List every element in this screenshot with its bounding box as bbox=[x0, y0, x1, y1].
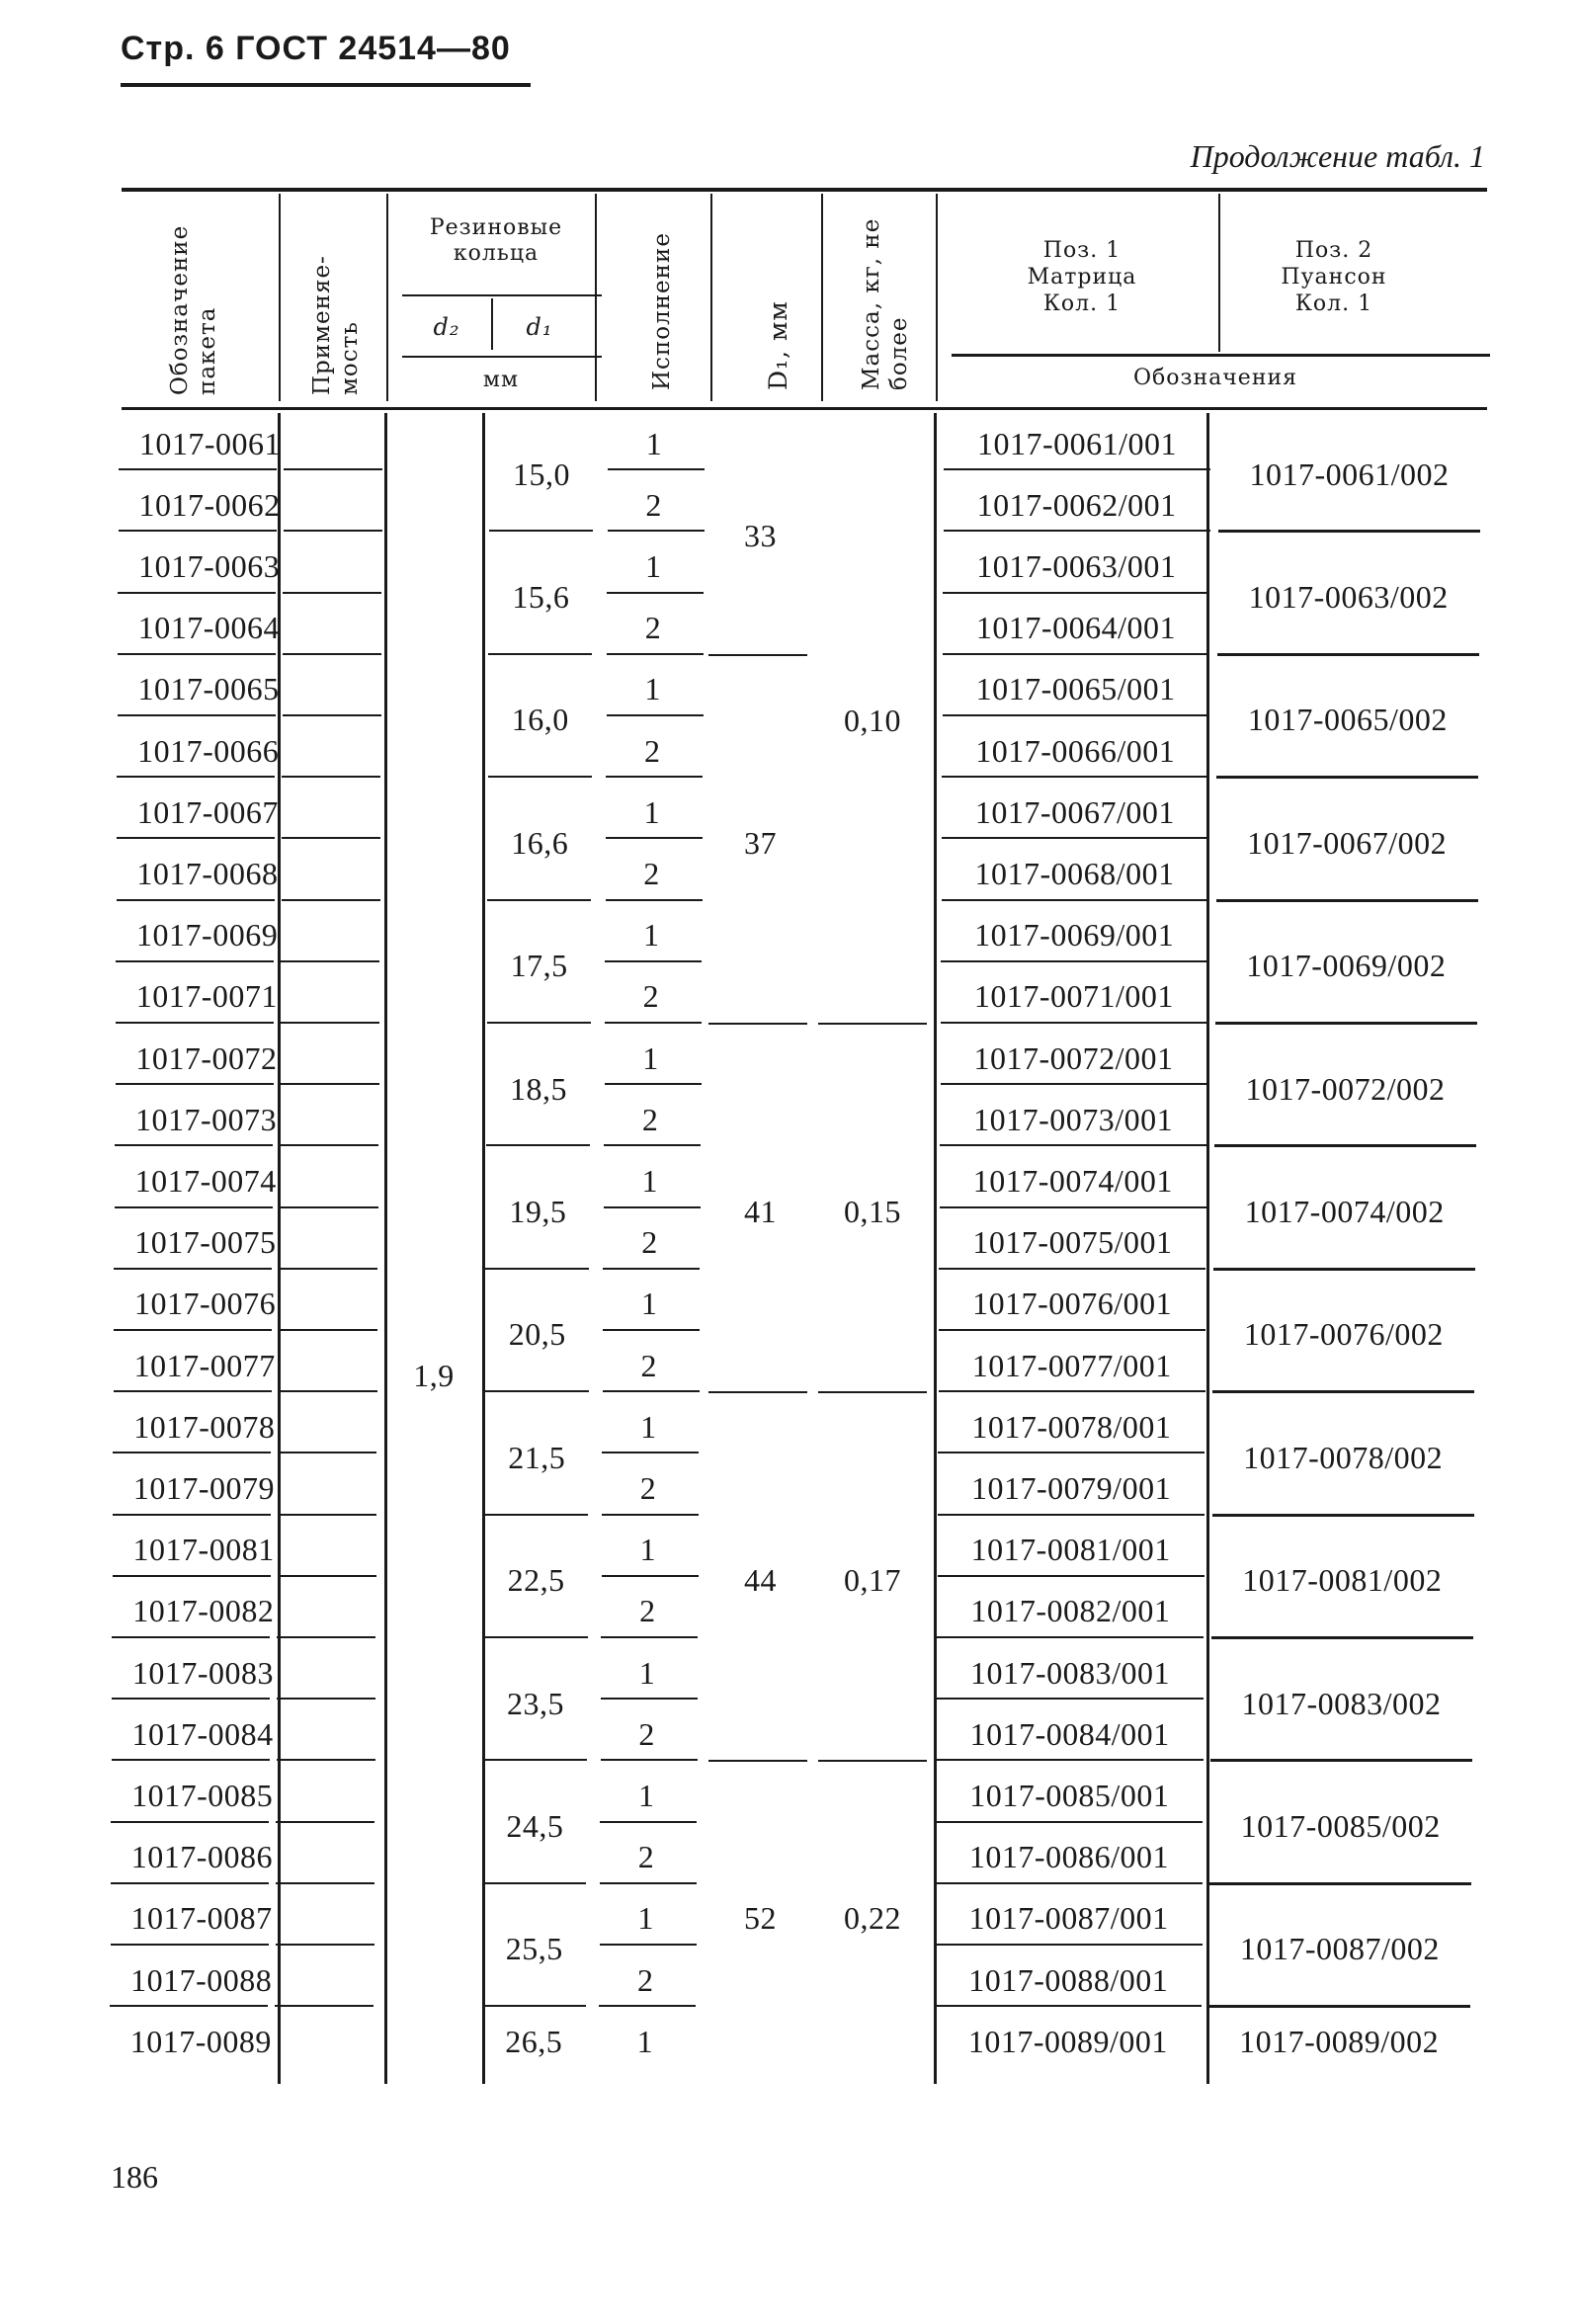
matrix-row-rule bbox=[941, 1022, 1207, 1024]
applicability-row-rule bbox=[277, 1698, 375, 1700]
designation-cell: 1017-0078 bbox=[133, 1408, 276, 1445]
version-row-rule bbox=[600, 1944, 697, 1946]
matrix-row-rule bbox=[942, 776, 1208, 778]
version-cell: 2 bbox=[642, 978, 660, 1015]
matrix-row-rule bbox=[936, 1821, 1203, 1823]
d1-cell: 18,5 bbox=[510, 1070, 567, 1107]
applicability-row-rule bbox=[276, 1944, 374, 1946]
matrix-cell: 1017-0088/001 bbox=[968, 1961, 1169, 1998]
version-row-rule bbox=[603, 1329, 700, 1331]
d1-group-rule bbox=[482, 1882, 586, 1884]
applicability-row-rule bbox=[276, 1821, 374, 1823]
mass-cell: 0,22 bbox=[844, 1900, 901, 1937]
matrix-cell: 1017-0071/001 bbox=[973, 978, 1174, 1015]
applicability-row-rule bbox=[279, 1268, 377, 1270]
applicability-row-rule bbox=[276, 1882, 374, 1884]
d1-group-rule bbox=[485, 1390, 589, 1392]
matrix-cell: 1017-0061/001 bbox=[976, 425, 1178, 461]
designation-row-rule bbox=[115, 1206, 273, 1208]
matrix-row-rule bbox=[938, 1452, 1205, 1453]
applicability-row-rule bbox=[284, 530, 382, 532]
applicability-row-rule bbox=[281, 960, 379, 962]
designation-cell: 1017-0087 bbox=[130, 1900, 273, 1937]
version-cell: 1 bbox=[640, 1286, 658, 1322]
d1-cell: 25,5 bbox=[505, 1931, 563, 1967]
matrix-row-rule bbox=[940, 1144, 1206, 1146]
D1-cell: 37 bbox=[744, 824, 777, 861]
punch-cell: 1017-0081/002 bbox=[1242, 1562, 1443, 1599]
designation-cell: 1017-0079 bbox=[132, 1469, 276, 1506]
punch-group-rule bbox=[1208, 2005, 1470, 2008]
matrix-cell: 1017-0064/001 bbox=[975, 610, 1176, 646]
version-cell: 1 bbox=[644, 671, 661, 707]
version-row-rule bbox=[605, 960, 702, 962]
applicability-row-rule bbox=[283, 592, 381, 594]
designation-cell: 1017-0076 bbox=[133, 1286, 277, 1322]
applicability-row-rule bbox=[280, 1144, 378, 1146]
punch-cell: 1017-0089/002 bbox=[1239, 2023, 1440, 2059]
version-cell: 1 bbox=[639, 1532, 656, 1568]
header-pos-divider bbox=[1218, 194, 1220, 352]
punch-group-rule bbox=[1211, 1636, 1473, 1639]
matrix-row-rule bbox=[942, 837, 1208, 839]
header-rings-divider bbox=[402, 294, 602, 296]
matrix-cell: 1017-0068/001 bbox=[974, 855, 1175, 891]
version-row-rule bbox=[604, 1206, 701, 1208]
applicability-row-rule bbox=[281, 1083, 379, 1085]
version-row-rule bbox=[602, 1514, 699, 1516]
matrix-cell: 1017-0063/001 bbox=[976, 547, 1177, 584]
punch-group-rule bbox=[1216, 776, 1478, 779]
designation-cell: 1017-0062 bbox=[138, 486, 281, 523]
matrix-cell: 1017-0065/001 bbox=[975, 671, 1176, 707]
matrix-cell: 1017-0087/001 bbox=[968, 1900, 1169, 1937]
punch-group-rule bbox=[1209, 1882, 1471, 1885]
designation-cell: 1017-0085 bbox=[131, 1777, 274, 1813]
punch-group-rule bbox=[1213, 1268, 1475, 1271]
version-row-rule bbox=[602, 1452, 699, 1453]
d1-cell: 20,5 bbox=[508, 1316, 566, 1353]
header-top-rule bbox=[122, 188, 1487, 192]
designation-row-rule bbox=[110, 2005, 268, 2007]
designation-cell: 1017-0083 bbox=[131, 1654, 274, 1691]
designation-row-rule bbox=[117, 837, 275, 839]
matrix-row-rule bbox=[944, 530, 1210, 532]
designation-cell: 1017-0089 bbox=[129, 2023, 272, 2059]
header-D1: D₁, мм bbox=[764, 300, 792, 390]
matrix-cell: 1017-0085/001 bbox=[969, 1777, 1170, 1813]
version-row-rule bbox=[607, 592, 704, 594]
designation-row-rule bbox=[116, 1022, 274, 1024]
D1-group-rule bbox=[708, 1760, 807, 1762]
header-designations-divider bbox=[952, 354, 1490, 357]
punch-cell: 1017-0069/002 bbox=[1246, 948, 1447, 984]
punch-group-rule bbox=[1214, 1144, 1476, 1147]
matrix-cell: 1017-0089/001 bbox=[967, 2023, 1168, 2059]
header-col-divider bbox=[936, 194, 938, 401]
version-cell: 1 bbox=[636, 2023, 654, 2059]
d1-group-rule bbox=[482, 2005, 586, 2007]
designation-cell: 1017-0068 bbox=[136, 855, 279, 891]
designation-cell: 1017-0088 bbox=[130, 1961, 273, 1998]
designation-row-rule bbox=[111, 1821, 269, 1823]
designation-row-rule bbox=[113, 1514, 271, 1516]
version-cell: 2 bbox=[638, 1715, 655, 1752]
matrix-row-rule bbox=[939, 1390, 1205, 1392]
version-row-rule bbox=[599, 2005, 696, 2007]
header-col-divider bbox=[386, 194, 388, 401]
header-col-divider bbox=[710, 194, 712, 401]
punch-group-rule bbox=[1210, 1759, 1472, 1762]
d2-cell: 1,9 bbox=[413, 1358, 455, 1394]
designation-row-rule bbox=[111, 1882, 269, 1884]
designation-cell: 1017-0066 bbox=[137, 732, 280, 769]
designation-row-rule bbox=[117, 776, 275, 778]
version-row-rule bbox=[605, 1083, 702, 1085]
matrix-row-rule bbox=[936, 1944, 1203, 1946]
applicability-row-rule bbox=[279, 1390, 377, 1392]
matrix-cell: 1017-0066/001 bbox=[975, 732, 1176, 769]
version-cell: 1 bbox=[638, 1654, 656, 1691]
version-row-rule bbox=[601, 1759, 698, 1761]
matrix-row-rule bbox=[943, 653, 1209, 655]
header-d1: d₁ bbox=[526, 313, 553, 341]
matrix-row-rule bbox=[944, 468, 1210, 470]
matrix-cell: 1017-0079/001 bbox=[971, 1469, 1172, 1506]
D1-group-rule bbox=[708, 1391, 807, 1393]
header-pos1: Поз. 1 Матрица Кол. 1 bbox=[1027, 238, 1137, 316]
applicability-row-rule bbox=[280, 1206, 378, 1208]
version-row-rule bbox=[608, 530, 705, 532]
header-designation: Обозначение пакета bbox=[167, 224, 220, 395]
header-d2-d1-divider bbox=[491, 298, 493, 350]
punch-cell: 1017-0072/002 bbox=[1245, 1070, 1446, 1107]
matrix-cell: 1017-0075/001 bbox=[972, 1224, 1173, 1261]
designation-row-rule bbox=[115, 1144, 273, 1146]
applicability-row-rule bbox=[275, 2005, 374, 2007]
designation-row-rule bbox=[113, 1575, 271, 1577]
matrix-cell: 1017-0086/001 bbox=[968, 1839, 1169, 1875]
version-row-rule bbox=[607, 653, 704, 655]
D1-cell: 44 bbox=[744, 1562, 777, 1599]
matrix-row-rule bbox=[943, 592, 1209, 594]
version-cell: 1 bbox=[640, 1408, 657, 1445]
d1-cell: 24,5 bbox=[506, 1808, 564, 1845]
punch-cell: 1017-0067/002 bbox=[1247, 824, 1448, 861]
version-cell: 2 bbox=[637, 1961, 654, 1998]
matrix-cell: 1017-0074/001 bbox=[972, 1162, 1173, 1199]
version-row-rule bbox=[605, 1022, 702, 1024]
applicability-row-rule bbox=[284, 468, 382, 470]
mass-cell: 0,15 bbox=[844, 1194, 901, 1230]
matrix-row-rule bbox=[937, 1759, 1204, 1761]
matrix-row-rule bbox=[937, 1636, 1204, 1638]
designation-cell: 1017-0064 bbox=[137, 610, 280, 646]
header-mm-divider bbox=[402, 356, 602, 358]
designation-row-rule bbox=[111, 1944, 269, 1946]
header-rubber-rings: Резиновые кольца bbox=[429, 215, 563, 266]
applicability-row-rule bbox=[277, 1759, 375, 1761]
matrix-row-rule bbox=[936, 1882, 1203, 1884]
designation-row-rule bbox=[119, 468, 277, 470]
punch-cell: 1017-0078/002 bbox=[1243, 1439, 1444, 1475]
applicability-row-rule bbox=[278, 1452, 376, 1453]
applicability-row-rule bbox=[283, 653, 381, 655]
header-applicability: Применяе-мость bbox=[309, 255, 363, 395]
version-cell: 1 bbox=[642, 1039, 659, 1076]
version-cell: 1 bbox=[643, 793, 661, 830]
applicability-row-rule bbox=[282, 899, 380, 901]
designation-cell: 1017-0074 bbox=[134, 1162, 277, 1199]
d1-cell: 17,5 bbox=[510, 948, 568, 984]
d1-group-rule bbox=[484, 1514, 588, 1516]
version-row-rule bbox=[600, 1882, 697, 1884]
D1-group-rule bbox=[708, 654, 807, 656]
mass-group-rule bbox=[818, 1760, 927, 1762]
designation-cell: 1017-0061 bbox=[138, 425, 281, 461]
designation-row-rule bbox=[116, 1083, 274, 1085]
version-cell: 1 bbox=[638, 1777, 655, 1813]
matrix-row-rule bbox=[942, 899, 1208, 901]
mass-cell: 0,10 bbox=[844, 702, 901, 738]
version-row-rule bbox=[603, 1268, 700, 1270]
d1-cell: 19,5 bbox=[509, 1194, 567, 1230]
designation-row-rule bbox=[112, 1698, 270, 1700]
version-cell: 2 bbox=[639, 1469, 657, 1506]
d1-group-rule bbox=[488, 653, 592, 655]
d1-cell: 15,0 bbox=[513, 456, 570, 492]
punch-group-rule bbox=[1212, 1514, 1474, 1517]
matrix-cell: 1017-0077/001 bbox=[971, 1347, 1172, 1383]
designation-row-rule bbox=[118, 592, 276, 594]
matrix-cell: 1017-0083/001 bbox=[969, 1654, 1171, 1691]
designation-cell: 1017-0084 bbox=[131, 1715, 274, 1752]
punch-cell: 1017-0085/002 bbox=[1240, 1808, 1441, 1845]
matrix-row-rule bbox=[939, 1268, 1205, 1270]
version-row-rule bbox=[603, 1390, 700, 1392]
matrix-row-rule bbox=[943, 714, 1209, 716]
designation-cell: 1017-0065 bbox=[137, 671, 280, 707]
applicability-row-rule bbox=[279, 1329, 377, 1331]
matrix-row-rule bbox=[940, 1206, 1206, 1208]
punch-cell: 1017-0061/002 bbox=[1249, 456, 1450, 492]
version-cell: 1 bbox=[645, 547, 662, 584]
d1-group-rule bbox=[487, 899, 591, 901]
page-header-text: Стр. 6 ГОСТ 24514—80 bbox=[121, 30, 511, 67]
d1-cell: 16,0 bbox=[511, 702, 569, 738]
header-mm: мм bbox=[482, 368, 520, 392]
applicability-row-rule bbox=[278, 1514, 376, 1516]
version-row-rule bbox=[607, 714, 704, 716]
version-cell: 1 bbox=[641, 1162, 659, 1199]
version-row-rule bbox=[608, 468, 705, 470]
designation-cell: 1017-0086 bbox=[130, 1839, 273, 1875]
D1-cell: 33 bbox=[744, 517, 777, 553]
header-version: Исполнение bbox=[649, 232, 675, 390]
version-row-rule bbox=[600, 1821, 697, 1823]
designation-row-rule bbox=[112, 1636, 270, 1638]
d1-cell: 15,6 bbox=[512, 579, 570, 616]
punch-cell: 1017-0063/002 bbox=[1248, 579, 1449, 616]
version-cell: 2 bbox=[644, 610, 662, 646]
designation-row-rule bbox=[114, 1390, 272, 1392]
matrix-row-rule bbox=[938, 1575, 1205, 1577]
matrix-cell: 1017-0081/001 bbox=[970, 1532, 1171, 1568]
version-cell: 2 bbox=[644, 732, 661, 769]
version-row-rule bbox=[602, 1575, 699, 1577]
version-cell: 1 bbox=[645, 425, 663, 461]
version-row-rule bbox=[606, 776, 703, 778]
header-designations: Обозначения bbox=[1132, 366, 1298, 390]
d1-cell: 16,6 bbox=[511, 824, 569, 861]
version-cell: 2 bbox=[645, 486, 662, 523]
version-row-rule bbox=[604, 1144, 701, 1146]
applicability-row-rule bbox=[282, 776, 380, 778]
matrix-row-rule bbox=[937, 1698, 1204, 1700]
matrix-cell: 1017-0067/001 bbox=[974, 793, 1175, 830]
matrix-cell: 1017-0073/001 bbox=[973, 1101, 1174, 1137]
mass-cell: 0,17 bbox=[844, 1562, 901, 1599]
version-row-rule bbox=[606, 837, 703, 839]
version-cell: 2 bbox=[637, 1839, 655, 1875]
designation-cell: 1017-0063 bbox=[138, 547, 281, 584]
D1-group-rule bbox=[708, 1023, 807, 1025]
designation-cell: 1017-0067 bbox=[136, 793, 279, 830]
designation-row-rule bbox=[112, 1759, 270, 1761]
applicability-row-rule bbox=[278, 1575, 376, 1577]
designation-row-rule bbox=[116, 960, 274, 962]
matrix-row-rule bbox=[941, 960, 1207, 962]
version-cell: 2 bbox=[643, 855, 660, 891]
designation-cell: 1017-0075 bbox=[134, 1224, 277, 1261]
mass-group-rule bbox=[818, 1391, 927, 1393]
d1-group-rule bbox=[483, 1759, 587, 1761]
version-cell: 1 bbox=[642, 917, 660, 954]
designation-row-rule bbox=[117, 899, 275, 901]
header-pos2: Поз. 2 Пуансон Кол. 1 bbox=[1281, 238, 1387, 316]
punch-group-rule bbox=[1216, 899, 1478, 902]
D1-cell: 41 bbox=[744, 1194, 777, 1230]
applicability-row-rule bbox=[281, 1022, 379, 1024]
matrix-cell: 1017-0082/001 bbox=[970, 1593, 1171, 1629]
d1-group-rule bbox=[489, 530, 593, 532]
punch-cell: 1017-0065/002 bbox=[1247, 702, 1448, 738]
punch-cell: 1017-0083/002 bbox=[1241, 1685, 1442, 1721]
d1-group-rule bbox=[488, 776, 592, 778]
applicability-row-rule bbox=[282, 837, 380, 839]
d1-group-rule bbox=[487, 1022, 591, 1024]
punch-group-rule bbox=[1215, 1022, 1477, 1025]
matrix-row-rule bbox=[939, 1329, 1205, 1331]
d1-cell: 21,5 bbox=[508, 1439, 566, 1475]
designation-cell: 1017-0071 bbox=[135, 978, 278, 1015]
version-cell: 1 bbox=[637, 1900, 654, 1937]
punch-group-rule bbox=[1218, 530, 1480, 533]
header-col-divider bbox=[279, 194, 281, 401]
d1-group-rule bbox=[486, 1144, 590, 1146]
designation-row-rule bbox=[119, 530, 277, 532]
matrix-cell: 1017-0062/001 bbox=[976, 486, 1177, 523]
version-cell: 2 bbox=[641, 1224, 658, 1261]
matrix-row-rule bbox=[941, 1083, 1207, 1085]
punch-group-rule bbox=[1217, 653, 1479, 656]
header-d2: d₂ bbox=[433, 313, 460, 341]
punch-group-rule bbox=[1212, 1390, 1474, 1393]
version-row-rule bbox=[606, 899, 703, 901]
applicability-row-rule bbox=[283, 714, 381, 716]
version-cell: 2 bbox=[640, 1347, 657, 1383]
matrix-row-rule bbox=[935, 2005, 1202, 2007]
matrix-cell: 1017-0072/001 bbox=[973, 1039, 1174, 1076]
designation-cell: 1017-0072 bbox=[135, 1039, 278, 1076]
designation-cell: 1017-0073 bbox=[134, 1101, 278, 1137]
table-continuation-caption: Продолжение табл. 1 bbox=[1190, 138, 1485, 174]
D1-cell: 52 bbox=[744, 1900, 777, 1937]
d1-cell: 22,5 bbox=[507, 1562, 565, 1599]
header-col-divider bbox=[821, 194, 823, 401]
d1-group-rule bbox=[485, 1268, 589, 1270]
matrix-cell: 1017-0076/001 bbox=[972, 1286, 1173, 1322]
page-number: 186 bbox=[111, 2159, 158, 2195]
matrix-cell: 1017-0078/001 bbox=[971, 1408, 1172, 1445]
version-cell: 2 bbox=[639, 1593, 656, 1629]
matrix-cell: 1017-0069/001 bbox=[974, 917, 1175, 954]
version-row-rule bbox=[601, 1698, 698, 1700]
applicability-row-rule bbox=[277, 1636, 375, 1638]
version-row-rule bbox=[601, 1636, 698, 1638]
version-cell: 2 bbox=[641, 1101, 659, 1137]
designation-cell: 1017-0069 bbox=[136, 917, 279, 954]
header-col-divider bbox=[595, 194, 597, 401]
mass-group-rule bbox=[818, 1023, 927, 1025]
designation-cell: 1017-0082 bbox=[132, 1593, 275, 1629]
header-mass: Масса, кг, не более bbox=[859, 217, 912, 390]
punch-cell: 1017-0076/002 bbox=[1243, 1316, 1444, 1353]
punch-cell: 1017-0087/002 bbox=[1239, 1931, 1440, 1967]
matrix-row-rule bbox=[938, 1514, 1205, 1516]
d1-cell: 23,5 bbox=[507, 1685, 564, 1721]
designation-cell: 1017-0081 bbox=[132, 1532, 275, 1568]
designation-row-rule bbox=[114, 1268, 272, 1270]
d1-group-rule bbox=[484, 1636, 588, 1638]
punch-cell: 1017-0074/002 bbox=[1244, 1194, 1445, 1230]
designation-cell: 1017-0077 bbox=[133, 1347, 276, 1383]
d1-cell: 26,5 bbox=[505, 2023, 563, 2059]
designation-row-rule bbox=[114, 1329, 272, 1331]
designation-row-rule bbox=[113, 1452, 271, 1453]
header-bottom-rule bbox=[122, 407, 1487, 410]
designation-row-rule bbox=[118, 653, 276, 655]
designation-row-rule bbox=[118, 714, 276, 716]
matrix-cell: 1017-0084/001 bbox=[969, 1715, 1170, 1752]
